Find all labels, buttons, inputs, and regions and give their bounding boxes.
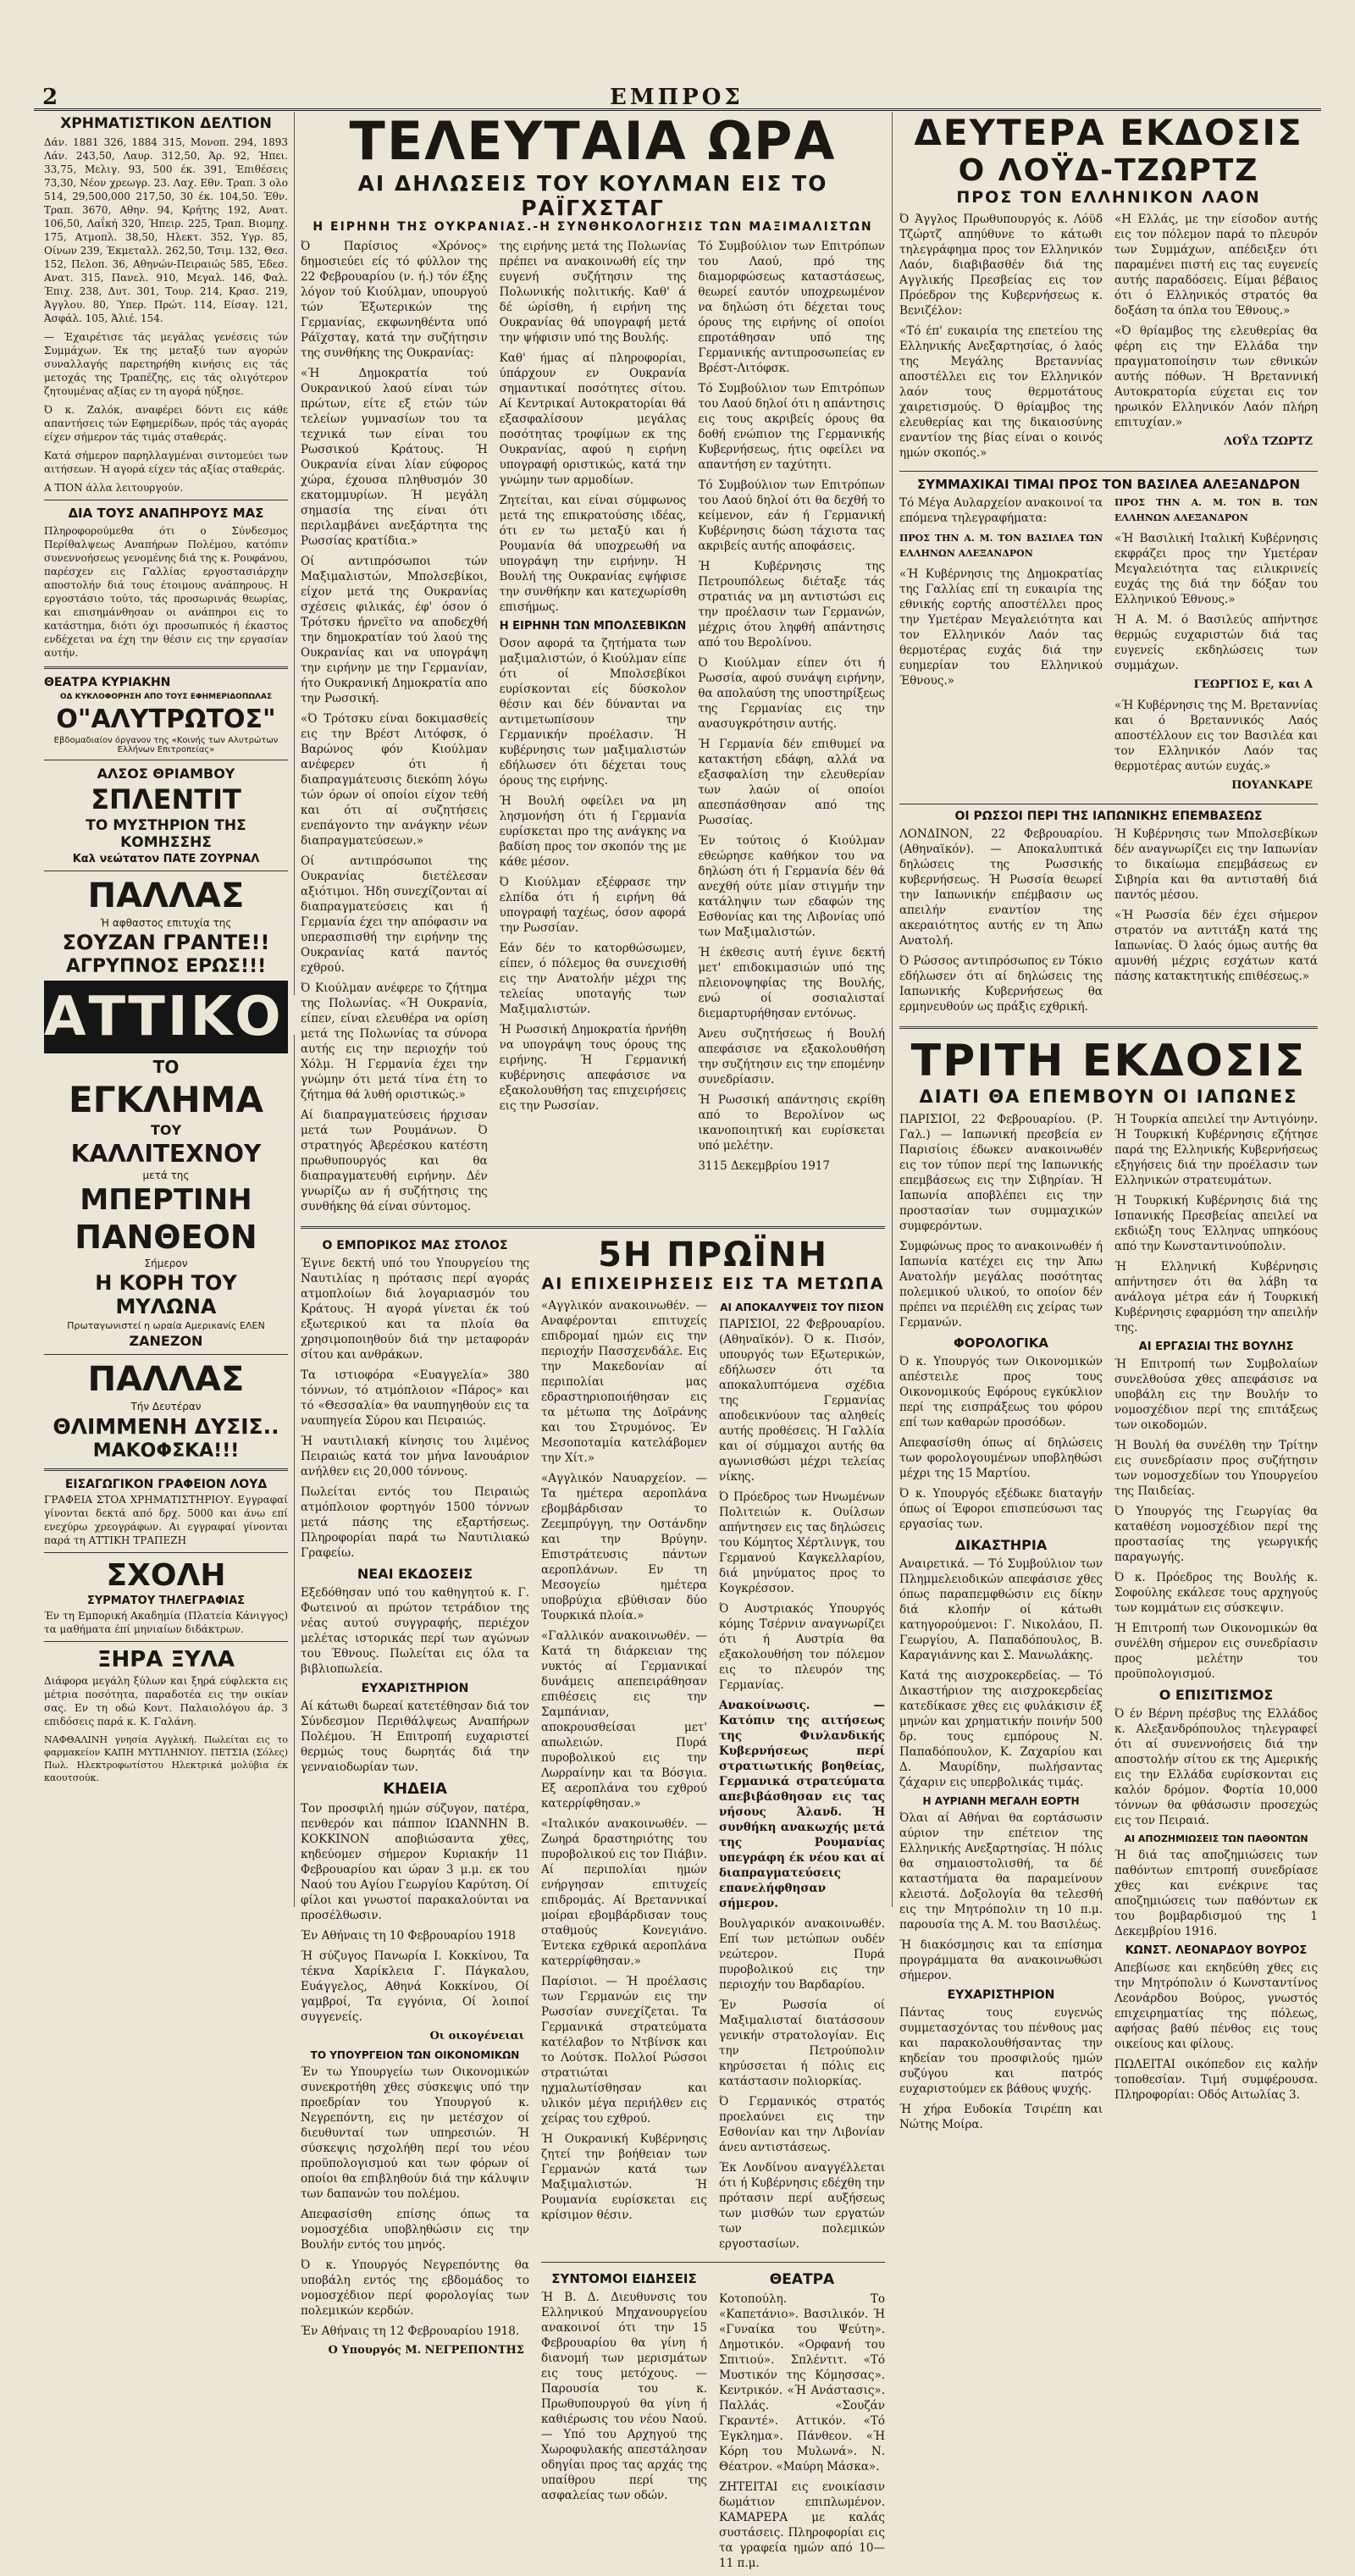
lead-paragraph: «Ό Τρότσκυ είναι δοκιμασθείς εις την Βρέστ Λιτόφσκ, ό Βαρώνος φόν Κιούλμαν ανέφερεν ότι ή διαπραγμάτευσις διεκόπη λόγω τών όρων οί οποίοι είχον τεθή και ότι αί συζητήσεις ενεπάγοντο την ανάγκην νέων διαπραγματεύσεων.»	[301, 712, 488, 848]
column-right	[899, 112, 1318, 2137]
holiday-paragraph: Ή διακόσμησις και τα επίσημα προγράμματα θα ανακοινωθώσι σήμερον.	[899, 1938, 1103, 1982]
lead-paragraph: Οί αντιπρόσωποι τών Μαξιμαλιστών, Μπολσεβίκοι, είχον μετά της Ουκρανίας σχέσεις φιλικάς, έφ' όσον ό Τρότσκυ ήρνεϊτο να αποδεχθή την δημοκρατίαν τού λαού της Ουκρανίας και να υπογράψη την ειρήνην με την Γερμανίαν, ήτο Ουκρανική Δημοκρατία απο την Ρωσσική.	[301, 555, 488, 705]
thanks-title: ΕΥΧΑΡΙΣΤΗΡΙΟΝ	[361, 1682, 469, 1695]
funeral-date: Έν Αθήναις τη 10 Φεβρουαρίου 1918	[301, 1929, 516, 1943]
finance-ministry-title: ΤΟ ΥΠΟΥΡΓΕΙΟΝ ΤΩΝ ΟΙΚΟΝΟΜΙΚΩΝ	[310, 2049, 520, 2061]
ad-splendid-title: ΣΠΛΕΝΤΙΤ	[91, 783, 241, 815]
lloyd-george-paragraph: «Ό θρίαμβος της ελευθερίας θα φέρη εις την Ελλάδα την πραγματοποίησιν των εθνικών αυτής πόθων. Ή Βρεταννική Αυτοκρατορία εύχεται εις τον ηρωικόν Ελληνικόν Λαόν πλήρη επιτυχίαν.»	[1114, 324, 1318, 429]
allied-honours-addressee: ΠΡΟΣ ΤΗΝ Α. Μ. ΤΟΝ ΒΑΣΙΛΕΑ ΤΩΝ ΕΛΛΗΝΩΝ ΑΛΕΞΑΝΔΡΟΝ	[899, 533, 1103, 559]
page-number: 2	[42, 85, 58, 110]
lead-paragraph: Ή Βουλή οφείλει να μη λησμονήση ότι ή Γερμανία ευρίσκεται προ της ανάγκης να βαδίση προς τον σκοπόν της με κάθε μέσον.	[499, 794, 687, 869]
allied-honours-paragraph: «Ή Βασιλική Ιταλική Κυβέρνησις εκφράζει προς την Υμετέραν Μεγαλειότητα τας ειλικρινείς ευχάς της διά την δόξαν του Ελληνικού Έθνους.»	[1114, 532, 1318, 606]
short-news-title: ΣΥΝΤΟΜΟΙ ΕΙΔΗΣΕΙΣ	[551, 2271, 697, 2286]
ad-pantheon-star-name: ΖΑΝΕΖΟΝ	[129, 1333, 203, 1349]
allied-honours-paragraph: Ή Α. Μ. ό Βασιλεύς απήντησε θερμώς ευχαριστών διά τας ευγενείς εκδηλώσεις των συμμάχων.	[1114, 613, 1318, 672]
front-headline: ΑΙ ΕΠΙΧΕΙΡΗΣΕΙΣ ΕΙΣ ΤΑ ΜΕΤΩΠΑ	[541, 1274, 885, 1293]
ad-attikon-line-2: ΕΓΚΛΗΜΑ	[69, 1079, 263, 1120]
front-paragraph: «Ιταλικόν ανακοινωθέν. — Ζωηρά δραστηριότης του πυροβολικού εις τον Πιάβιν. Αί περιπολίαι ημών ενήργησαν επιτυχείς επιδρομάς. Αί Βρεταννικαί μοίραι εβομβάρδισαν τους σταθμούς Κονεγιάνο. Έντεκα εχθρικά αεροπλάνα κατερρίφθησαν.»	[541, 1817, 708, 1968]
ad-splendid-film: ΤΟ ΜΥΣΤΗΡΙΟΝ ΤΗΣ ΚΟΜΗΣΣΗΣ	[86, 817, 246, 851]
merchant-fleet-paragraph: Ή ναυτιλιακή κίνησις του λιμένος Πειραιώς κατά τον μήνα Ιανουάριον ανήλθεν εις 20,000 τόννους.	[301, 1434, 529, 1479]
courts-paragraph: Αναιρετικά. — Τό Συμβούλιον των Πλημμελειοδικών απεφάσισε χθες όπως παραπεμφθώσιν εις δίκην διά κλοπήν οί κάτωθι κατηγορούμενοι: Γ. Νικολάου, Π. Γεωργίου, Α. Παπαδόπουλος, Β. Καραγιάννης και Σ. Μανωλάκης.	[899, 1557, 1103, 1662]
theatres-subtitle: ΟΔ ΚΥΚΛΟΦΟΡΗΣΗ ΑΠΟ ΤΟΥΣ ΕΦΗΜΕΡΙΔΟΠΩΛΑΣ	[59, 693, 273, 701]
taxation-paragraph: Ό κ. Υπουργός εξέδωκε διαταγήν όπως οί Έφοροι επισπεύσωσι τας εργασίας των.	[899, 1487, 1103, 1531]
allied-honours-title: ΣΥΜΜΑΧΙΚΑΙ ΤΙΜΑΙ ΠΡΟΣ ΤΟΝ ΒΑΣΙΛΕΑ ΑΛΕΞΑΝΔΡΟΝ	[917, 477, 1300, 492]
front-paragraph: Ό Γερμανικός στρατός προελαύνει εις την Εσθονίαν και την Λιβονίαν άνευ αντιστάσεως.	[719, 2095, 885, 2154]
ad-attikon-line-4: ΚΑΛΛΙΤΕΧΝΟΥ	[70, 1140, 262, 1168]
thanks-2-family: Ή χήρα Ευδοκία Τσιρέπη και Νώτης Μοίρα.	[899, 2103, 1103, 2131]
ad-attikon-title: ΑΤΤΙΚΟΝ	[44, 981, 288, 1053]
ad-pallas-2-film: ΘΛΙΜΜΕΝΗ ΔΥΣΙΣ..	[53, 1414, 279, 1439]
front-article	[541, 1298, 885, 2257]
front-paragraph: Παρίσιοι. — Ή προέλασις των Γερμανών εις την Ρωσσίαν συνεχίζεται. Τα Γερμανικά στρατεύματα κατέλαβον το Ντβίνσκ και το Λούτσκ. Πολλοί Ρώσσοι στρατιώται ηχμαλωτίσθησαν και υλικόν μέγα περιήλθεν εις χείρας του εχθρού.	[541, 1975, 707, 2125]
lead-paragraph: της ειρήνης μετά της Πολωνίας πρέπει να ανακοινωθή είς την ευγενή συζήτησιν της Πολωνικής πολιτικής. Καθ' ά δέ ώρίσθη, ή ειρήνη της Ουκρανίας θά υπογραφή μετά την ψήφισιν υπό της Βουλής.	[499, 240, 687, 345]
finance-ministry-paragraph: Έν τω Υπουργείω των Οικονομικών συνεκροτήθη χθες σύσκεψις υπό την προεδρίαν του Υπουργού κ. Νεγρεπόντη, εις ην μετέσχον οί διευθυνταί των υπηρεσιών. Ή σύσκεψις ησχολήθη περί του νέου προϋπολογισμού και των φόρων οί οποίοι θα επιβληθούν διά την κάλυψιν των δαπανών του πολέμου.	[301, 2065, 529, 2201]
merchant-fleet-paragraph: Τα ιστιοφόρα «Ευαγγελία» 380 τόννων, τό ατμόπλοιον «Πάρος» και τό «Θεσσαλία» θα ναυπηγηθούν εις τα ναυπηγεία Σύρου και Πειραιώς.	[301, 1368, 529, 1428]
stock-bulletin-footer: Α ΤΙΟΝ άλλα λειτουργούν.	[44, 482, 184, 494]
lead-paragraph: Ό Κιούλμαν ανέφερε το ζήτημα της Πολωνίας. «Ή Ουκρανία, είπεν, είναι ελευθέρα να ορίση μετά της Πολωνίας τα σύνορα αυτής εις την περιοχήν τού Χόλμ. Ή Γερμανία έχει την γνώμην ότι μετά τίνα έτη το ζήτημα θά λυθή οριστικώς.»	[301, 981, 488, 1102]
japanese-intervention-title: ΔΙΑΤΙ ΘΑ ΕΠΕΜΒΟΥΝ ΟΙ ΙΑΠΩΝΕΣ	[919, 1086, 1298, 1107]
russians-japan-paragraph: ΛΟΝΔΙΝΟΝ, 22 Φεβρουαρίου. (Αθηναϊκόν). — Αποκαλυπτικά δηλώσεις της Ρωσσικής κυβερνήσεως. Ή Ρωσσία θεωρεί την Ιαπωνικήν επέμβασιν ως απειλήν εναντίον της ακεραιότητος αυτής εν τη Άπω Ανατολή.	[899, 827, 1103, 948]
finance-ministry-signature: Ο Υπουργός Μ. ΝΕΓΡΕΠΟΝΤΗΣ	[328, 2344, 524, 2357]
food-supply-body: Ό έν Βέρνη πρέσβυς της Ελλάδος κ. Αλεξανδρόπουλος τηλεγραφεί ότι αί συνεννοήσεις διά την αποστολήν σίτου εκ της Αμερικής εις την Ελλάδα ευρίσκονται εις καλόν δρόμον. Φορτία 10,000 τόννων θα φθάσωσιν προσεχώς εις τον Πειραιά.	[1114, 1707, 1318, 1827]
ad-alytrotos-sub: Εβδομαδιαίον όργανον της «Κοινής των Αλυτρώτων Ελλήνων Επιτροπείας»	[53, 736, 279, 755]
classified-ad: ΖΗΤΕΙΤΑΙ εις ενοικίασιν δωμάτιον επιπλωμένον. ΚΑΜΑΡΕΡΑ με καλάς συστάσεις. Πληροφορίαι εις τα γραφεία ημών από 10—11 π.μ.	[719, 2480, 885, 2570]
ad-pallas-title: ΠΑΛΛΑΣ	[87, 876, 245, 915]
column-centre	[301, 112, 885, 2576]
front-paragraph: «Αγγλικόν Ναυαρχείον. — Τα ημέτερα αεροπλάνα εβομβάρδισαν το Ζεεμπρύγγη, την Οστάνδην και την Βρύγην. Επιστράτευσις πάντων αεροπλάνων. Εν τη Μεσογείω ημέτερα υποβρύχια εβύθισαν δύο Τουρκικά πλοία.»	[541, 1472, 707, 1622]
lead-paragraph: Καθ' ήμας αί πληροφορίαι, ύπάρχουν εν Ουκρανία σημαντικαί ποσότητες σίτου. Αί Κεντρικαί Αυτοκρατορίαι θά εξασφαλίσουν μεγάλας ποσότητας τροφίμων εκ της Ουκρανίας, αφού η ειρήνη υπογραφή οριστικώς, κατά την γνώμην των αρμοδίων.	[499, 351, 687, 487]
ad-firewood-title: ΞΗΡΑ ΞΥΛΑ	[97, 1647, 235, 1672]
parliament-paragraph: Ή Βουλή θα συνέλθη την Τρίτην εις συνεδρίασιν προς συζήτησιν των νομοσχεδίων του Υπουργείου της Παιδείας.	[1114, 1439, 1318, 1498]
taxation-title: ΦΟΡΟΛΟΓΙΚΑ	[954, 1335, 1048, 1351]
parliament-title: ΑΙ ΕΡΓΑΣΙΑΙ ΤΗΣ ΒΟΥΛΗΣ	[1138, 1341, 1294, 1353]
ad-firewood-body: Διάφορα μεγάλη ξύλων και ξηρά εύφλεκτα εις μέτρια ποσότητα, παραδοτέα εις την οικίαν σας. Εν τη οδώ Κοντ. Παλαιολόγου άρ. 3 επιδόσεις παρά κ. Κ. Γαλάνη.	[44, 1675, 288, 1727]
front-bottom	[541, 2268, 885, 2576]
thanks-2-title: ΕΥΧΑΡΙΣΤΗΡΙΟΝ	[947, 1988, 1055, 2002]
parliament-paragraph: Ό Υπουργός της Γεωργίας θα καταθέση νομοσχέδιον περί της προστασίας της γεωργικής παραγωγής.	[1114, 1505, 1318, 1564]
ad-pallas-2-film-2: ΜΑΚΟΦΣΚΑ!!!	[92, 1440, 240, 1462]
parliament-paragraph: Ή Επιτροπή των Οικονομικών θα συνέλθη σήμερον εις συνεδρίασιν προς μελέτην του προϋπολογισμού.	[1114, 1622, 1318, 1681]
thanks-body: Αί κάτωθι δωρεαί κατετέθησαν διά τον Σύνδεσμον Περιθάλψεως Αναπήρων Πολέμου. Ή Επιτροπή ευχαριστεί θερμώς τους δωρητάς διά την γενναιοδωρίαν των.	[301, 1700, 529, 1774]
lloyd-george-subtitle: ΠΡΟΣ ΤΟΝ ΕΛΛΗΝΙΚΟΝ ΛΑΟΝ	[956, 188, 1261, 207]
allied-honours-paragraph: «Ή Κυβέρνησις της Μ. Βρεταννίας και ό Βρεταννικός Λαός αποστέλλουν εις τον Βασιλέα και τον Ελληνικόν Λαόν τας θερμοτέρας αυτών ευχάς.»	[1114, 699, 1318, 773]
front-paragraph: Ό Πρόεδρος των Ηνωμένων Πολιτειών κ. Ουίλσων απήντησεν εις τας δηλώσεις του Κόμητος Χέρτλινγκ, του Γερμανού Καγκελλαρίου, διά μηνύματος προς το Κογκρέσσον.	[719, 1490, 885, 1595]
finance-ministry-paragraph: Απεφασίσθη επίσης όπως τα νομοσχέδια υποβληθώσιν εις την Βουλήν εντός του μηνός.	[301, 2208, 529, 2252]
thanks-2-body: Πάντας τους ευγενώς συμμετασχόντας του πένθους μας και παρακολουθήσαντας την κηδείαν του προσφιλούς ημών συζύγου και πατρός ευχαριστούμεν εκ βάθους ψυχής.	[899, 2006, 1103, 2096]
japanese-intervention-paragraph: Ή Ελληνική Κυβέρνησις απήντησεν ότι θα λάβη τα ανάλογα μέτρα εάν ή Τουρκική Κυβέρνησις εφαρμόση την απειλήν της.	[1114, 1260, 1318, 1335]
allied-honours-paragraph: «Ή Κυβέρνησις της Δημοκρατίας της Γαλλίας επί τη ευκαιρία της εθνικής εορτής αποστέλλει προς την Υμετέραν Μεγαλειότητα και τον Ελληνικόν Λαόν τας θερμοτέρας ευχάς διά την ευημερίαν του Ελληνικού Έθνους.»	[899, 567, 1103, 688]
merchant-fleet-title: Ο ΕΜΠΟΡΙΚΟΣ ΜΑΣ ΣΤΟΛΟΣ	[322, 1239, 508, 1252]
lloyd-george-signature: ΛΟΫΔ ΤΖΩΡΤΖ	[1224, 435, 1313, 448]
lead-subheading: Η ΕΙΡΗΝΗ ΤΩΝ ΜΠΟΛΣΕΒΙΚΩΝ	[499, 620, 687, 633]
masthead: ΕΜΠΡΟΣ	[610, 85, 744, 110]
short-news-body: Ή Β. Δ. Διευθυνσις του Ελληνικού Μηχανουργείου ανακοινοί ότι την 15 Φεβρουαρίου θα γίνη ή διανομή των μερισμάτων εις τους μετόχους. — Παρουσία του κ. Πρωθυπουργού θα γίνη ή καθιέρωσις του νέου Ναού. — Υπό του Αρχηγού της Χωροφυλακής απεστάλησαν οδηγίαι προς τας αρχάς της υπαίθρου περί της ασφαλείας των οδών.	[541, 2291, 707, 2502]
front-paragraph: Βουλγαρικόν ανακοινωθέν. Επί των μετώπων ουδέν νεώτερον. Πυρά πυροβολικού εις την περιοχήν του Βαρδαρίου.	[719, 1917, 885, 1992]
ad-pallas-2-sub: Τήν Δευτέραν	[130, 1401, 202, 1412]
new-publications-title: ΝΕΑΙ ΕΚΔΟΣΕΙΣ	[357, 1566, 473, 1582]
column-rule	[892, 112, 893, 1907]
theatres-listing-title: ΘΕΑΤΡΑ	[769, 2271, 835, 2288]
lloyd-george-paragraph: Ό Άγγλος Πρωθυπουργός κ. Λόϋδ Τζώρτζ απηύθυνε το κάτωθι τηλεγράφημα προς τον Ελληνικόν Λαόν, διαβιβασθέν διά της Αγγλικής Πρεσβείας εις τον Πρόεδρον της Κυβερνήσεως κ. Βενιζέλον:	[899, 213, 1103, 318]
japanese-intervention-article	[899, 1112, 1318, 2137]
lead-paragraph: Ό Κιούλμαν εξέφρασε την ελπίδα ότι ή ειρήνη θά υπογραφή ταχέως, όσον αφορά την Ρωσσίαν.	[499, 876, 687, 935]
russians-japan-paragraph: Ό Ρώσσος αντιπρόσωπος εν Τόκιο εδήλωσεν ότι αί δηλώσεις της Ιαπωνικής Κυβερνήσεως θα ερμηνευθούν ως πράξις εχθρική.	[899, 954, 1103, 1014]
lead-paragraph: Ή Γερμανία δέν επιθυμεί να κατακτήση εδάφη, αλλά να εξασφαλίση την ελευθερίαν των λαών οί οποίοι απεσπάσθησαν από της Ρωσσίας.	[698, 738, 886, 827]
third-edition-kicker: ΤΡΙΤΗ ΕΚΔΟΣΙΣ	[910, 1036, 1307, 1086]
russians-japan-article	[899, 826, 1318, 1020]
ad-lloyd-office-body: ΓΡΑΦΕΙΑ ΣΤΟΑ ΧΡΗΜΑΤΙΣΤΗΡΙΟΥ. Εγγραφαί γίνονται δεκτά από δρχ. 5000 και άνω επί ενεχύρω χρεογράφων. Αι εγγραφαί γίνονται παρά τη ΑΤΤΙΚΗ ΤΡΑΠΕΖΗ	[44, 1494, 288, 1546]
holiday-paragraph: Όλαι αί Αθήναι θα εορτάσωσιν αύριον την επέτειον της Ελληνικής Ανεξαρτησίας. Ή πόλις θα σημαιοστολισθή, τα δέ καταστήματα θα παραμείνουν κλειστά. Δοξολογία θα τελεσθή εις την Μητρόπολιν τη 10 π.μ. παρουσία της Α. Μ. του Βασιλέως.	[899, 1811, 1103, 1932]
disabled-veterans-title: ΔΙΑ ΤΟΥΣ ΑΝΑΠΗΡΟΥΣ ΜΑΣ	[68, 506, 264, 521]
ad-pantheon-title: ΠΑΝΘΕΟΝ	[75, 1219, 257, 1256]
front-paragraph: Ανακοίνωσις. — Κατόπιν της αιτήσεως της Φινλανδικής Κυβερνήσεως περί στρατιωτικής βοηθείας, Γερμανικά στρατεύματα απεβιβάσθησαν εις τας νήσους Άλανδ. Ή συνθήκη ανακωχής μετά της Ρουμανίας υπεγράφη έκ νέου και αί διαπραγματεύσεις επανελήφθησαν σήμερον.	[719, 1699, 885, 1910]
parliament-paragraph: Ό κ. Πρόεδρος της Βουλής κ. Σοφούλης εκάλεσε τους αρχηγούς των κομμάτων εις σύσκεψιν.	[1114, 1571, 1318, 1615]
theatres-listing-body: Κοτοπούλη. Το «Καπετάνιο». Βασιλικόν. Ή «Γυναίκα του Ψεύτη». Δημοτικόν. «Ορφανή του Σπιτιού». Σπλέντιτ. «Τό Μυστικόν της Κόμησσας». Κεντρικόν. «Ή Ανάστασις». Παλλάς. «Σουζάν Γκραντέ». Αττικόν. «Τό Έγκλημα». Πάνθεον. «Ή Κόρη του Μυλωνά». Ν. Θέατρον. «Μαύρη Μάσκα».	[719, 2292, 885, 2474]
lower-centre	[301, 1235, 885, 2576]
funeral-signature: Οι οικογένειαι	[429, 2030, 524, 2043]
lead-paragraph: Ή Ρωσσική Δημοκρατία ήρνήθη να υπογράψη τους όρους της ειρήνης. Ή Γερμανική κυβέρνησις απεφάσισε να εξακολουθήση τας επιχειρήσεις εις την Ρωσσίαν.	[499, 1023, 687, 1113]
ad-attikon-line-5: μετά της	[142, 1169, 190, 1181]
japanese-intervention-paragraph: Ή Τουρκική Κυβέρνησις διά της Ισπανικής Πρεσβείας απειλεί να εκδιώξη τους Έλληνας υπηκόους από την Κωνσταντινούπολιν.	[1114, 1194, 1318, 1253]
ad-pantheon-sub: Σήμερον	[144, 1258, 188, 1269]
compensation-body: Ή διά τας αποζημιώσεις των παθόντων επιτροπή συνεδρίασε χθες και ενέκρινε τας αποζημιώσεις των παθόντων εκ του βομβαρδισμού της 1 Δεκεμβρίου 1916.	[1114, 1849, 1318, 1938]
lead-paragraph: Έν τούτοις ό Κιούλμαν εθεώρησε καθήκον του να δηλώση ότι ή Γερμανία δέν θά ανεχθή ούτε μίαν στιγμήν την κατάληψιν των εδαφών της Εσθονίας και της Λιβονίας υπό των Μαξιμαλιστών.	[698, 834, 886, 939]
lead-paragraph: «Ή Δημοκρατία τού Ουκρανικού λαού είναι τών πρώτων, είτε εξ ετών τών τελείων γυμνασίων του τα τεχνικά των είναι του Ρωσσικού Κράτους. Ή Ουκρανία είναι λίαν εύφορος χώρα, έχουσα πληθυσμόν 30 εκατομμυρίων. Ή μεγάλη σημασία της είναι ότι περιλαμβάνει ανεξάρτητα της Ρωσσίας κρατίδια.»	[301, 367, 488, 548]
japanese-intervention-paragraph: ΠΑΡΙΣΙΟΙ, 22 Φεβρουαρίου. (Ρ. Γαλ.) — Ιαπωνική πρεσβεία εν Παρισίοις έδωκεν ανακοινωθέν εις τον τύπον περί της Ιαπωνικής επεμβάσεως εις την Σιβηρίαν. Ή Ιαπωνία αποβλέπει εις την προστασίαν των συμμαχικών συμφερόντων.	[899, 1113, 1103, 1233]
lead-paragraph: Ζητείται, και είναι σύμφωνος μετά της επικρατούσης ιδέας, ότι εν τω μεταξύ και ή Ρουμανία θά υποχρεωθή να υπογράψη την ειρήνην. Ή Βουλή της Ουκρανίας εψήφισε την συνθήκην και κατεχωρίσθη επισήμως.	[499, 494, 687, 614]
lead-paragraph: Ή έκθεσις αυτή έγινε δεκτή μετ' επιδοκιμασιών υπό της πλειονοψηφίας της Βουλής, ενώ οί σοσιαλισταί διεμαρτυρήθησαν εντόνως.	[698, 946, 886, 1020]
allied-honours-paragraph: Τό Μέγα Αυλαρχείον ανακοινοί τα επόμενα τηλεγραφήματα:	[899, 496, 1103, 525]
russians-japan-paragraph: «Ή Ρωσσία δέν έχει σήμερον στρατόν να αντιτάξη κατά της Ιαπωνίας. Ό λαός όμως αυτής θα αμυνθή μέχρις εσχάτων κατά πάσης κατακτητικής επιθέσεως.»	[1114, 909, 1318, 983]
front-paragraph: «Γαλλικόν ανακοινωθέν. — Κατά τη διάρκειαν της νυκτός αί Γερμανικαί δυνάμεις απεπειράθησαν επιθέσεις εις την Σαμπάνιαν, αποκρουσθείσαι μετ' απωλειών. Πυρά πυροβολικού εις την Λωρραίνην και τα Βόσγια. Εξ αεροπλάνα του εχθρού κατερρίφθησαν.»	[541, 1629, 707, 1810]
ad-lloyd-office-title: ΕΙΣΑΓΩΓΙΚΟΝ ΓΡΑΦΕΙΟΝ ΛΟΥΔ	[64, 1478, 268, 1491]
disabled-veterans-body: Πληροφορούμεθα ότι ο Σύνδεσμος Περίθαλψεως Αναπήρων Πολέμου, κατόπιν συνεννοήσεως γενομένης διά της κ. Ρουφάνου, παρέσχεν εις Γαλλίας εργοστασιάρχην αποστολήν διά τους έτοιμους ανάπηρους. Η εργοστάσιο τούτο, τάς προσωρινάς θεωρίας, και επισημάνθησαν οι ανάπηροι εις το κατάστημα, διότι όχι προσωπικός ή έκαστος ενδέχεται να έχη την θέσιν εις την εργασίαν αυτήν.	[44, 525, 288, 659]
classified-ad-2: ΠΩΛΕΙΤΑΙ οικόπεδον εις καλήν τοποθεσίαν. Τιμή συμφέρουσα. Πληροφορίαι: Οδός Αιτωλίας 3.	[1114, 2058, 1318, 2102]
ad-naphthalene-body: ΝΑΦΘΑΛΙΝΗ γνησία Αγγλική. Πωλείται εις το φαρμακείον ΚΑΠΗ ΜΥΤΙΛΗΝΙΟΥ. ΠΕΤΣΙΑ (Σόλες) Πωλ. Ηλεκτροφωτίστου Ηλεκτρικά μολύβια έκ καουτσούκ.	[44, 1734, 288, 1783]
ad-splendid-venue: ΑΛΣΟΣ ΘΡΙΑΜΒΟΥ	[97, 766, 235, 782]
parliament-paragraph: Ή Επιτροπή των Συμβολαίων συνελθούσα χθες απεφάσισε να υποβάλη εις την Βουλήν το νομοσχέδιον περί της επιτάξεως των οικοδομών.	[1114, 1357, 1318, 1432]
front-paragraph: ΠΑΡΙΣΙΟΙ, 22 Φεβρουαρίου. (Αθηναϊκόν). Ό κ. Πισόν, υπουργός των Εξωτερικών, εδήλωσεν ότι τα αποκαλυπτόμενα σχέδια της Γερμανίας αποδεικνύουν τας αληθείς αυτής προθέσεις. Ή Γαλλία και οί σύμμαχοι αυτής θα αγωνισθώσι μέχρι τελείας νίκης.	[719, 1318, 885, 1484]
lead-paragraph: Ό Παρίσιος «Χρόνος» δημοσιεύει είς τό φύλλον της 22 Φεβρουαρίου (ν. ή.) τόν έξης λόγον τού Κιούλμαν, υπουργού τών Έξωτερικών της Γερμανίας, εκφωνηθέντα υπό Ράϊχσταγ, κατά την συζήτησιν της συνθήκης της Ουκρανίας:	[301, 240, 488, 360]
lead-paragraph: Τό Συμβούλιον των Επιτρόπων του Λαού δηλοί ότι θα δεχθή το κείμενον, εάν ή Γερμανική Κυβέρνησις δώση τάχιστα τας ακριβείς αυτής αποφάσεις.	[698, 478, 886, 553]
front-paragraph: Ή Ουκρανική Κυβέρνησις ζητεί την βοήθειαν των Γερμανών κατά των Μαξιμαλιστών. Ή Ρουμανία ευρίσκεται εις κρίσιμον θέσιν.	[541, 2132, 707, 2222]
ad-pallas-film: ΣΟΥΖΑΝ ΓΡΑΝΤΕ!!	[62, 931, 270, 954]
holiday-title: Η ΑΥΡΙΑΝΗ ΜΕΓΑΛΗ ΕΟΡΤΗ	[922, 1795, 1080, 1807]
lead-paragraph: Τό Συμβούλιον των Επιτρόπων του Λαού δηλοί ότι η απάντησις εις τους ακριβείς όρους θα δοθή ενώπιον της Γερμανικής Κυβερνήσεως, ήτις οφείλει να απαντήση εν ταχύτητι.	[698, 382, 886, 472]
funeral-family: Ή σύζυγος Πανωρία Ι. Κοκκίνου, Τα τέκνα Χαρίκλεια Γ. Πάγκαλου, Ευάγγελος, Αθηνά Κοκκίνου, Οί γαμβροί, Τα εγγόνια, Οί λοιποί συγγενείς.	[301, 1949, 529, 2024]
japanese-intervention-paragraph: Ή Τουρκία απειλεί την Αντιγόνην. Ή Τουρκική Κυβέρνησις εζήτησε παρά της Ελληνικής Κυβερνήσεως εξηγήσεις διά την προέλασιν των Ελληνικών στρατευμάτων.	[1114, 1113, 1318, 1187]
lead-headline: ΑΙ ΔΗΛΩΣΕΙΣ ΤΟΥ ΚΟΥΛΜΑΝ ΕΙΣ ΤΟ ΡΑΪΓΧΣΤΑΓ	[357, 171, 828, 220]
lead-paragraph: Ό Κιούλμαν είπεν ότι ή Ρωσσία, αφού συνάψη ειρήνην, θα απολαύση της υποστηρίξεως της Γερμανίας εις την ανασυγκρότησιν αυτής.	[698, 656, 886, 731]
ad-pallas-sub: Ή αφθαστος επιτυχία της	[100, 917, 232, 929]
front-paragraph: Έκ Λονδίνου αναγγέλλεται ότι ή Κυβέρνησις εδέχθη την πρότασιν περί αυξήσεως των μισθών των εργατών των πολεμικών εργοστασίων.	[719, 2161, 885, 2251]
theatres-title: ΘΕΑΤΡΑ ΚΥΡΙΑΚΗΝ	[44, 676, 171, 689]
obituary-body: Απεβίωσε και εκηδεύθη χθες εις την Μητρόπολιν ό Κωνσταντίνος Λεονάρδου Βούρος, γνωστός επιχειρηματίας της πόλεως, αφήσας βαθύ πένθος εις τους οικείους και φίλους.	[1114, 1961, 1318, 2051]
poincare-signature: ΠΟΥΑΝΚΑΡΕ	[1231, 779, 1313, 792]
lead-paragraph: Τό Συμβούλιον των Επιτρόπων του Λαού, πρό της διαμορφώσεως καταστάσεως, θεωρεί εαυτόν υποχρεωμένον να δηλώση ότι δέχεται τους όρους της ειρήνης οί οποίοι επροτάθησαν υπό της Γερμανικής αντιπροσωπείας εν Βρέστ-Λιτόφσκ.	[698, 240, 886, 375]
compensation-title: ΑΙ ΑΠΟΖΗΜΙΩΣΕΙΣ ΤΩΝ ΠΑΘΟΝΤΩΝ	[1124, 1833, 1308, 1844]
second-edition-kicker: ΔΕΥΤΕΡΑ ΕΚΔΟΣΙΣ	[914, 112, 1303, 153]
front-paragraph: «Αγγλικόν ανακοινωθέν. — Αναφέρονται επιτυχείς επιδρομαί ημών εις την περιοχήν Πασσχενδάλε. Εις την Μακεδονίαν αί περιπολίαι μας εδραστηριοποιήθησαν εις τα μέτωπα της Δοϊράνης και του Στρυμόνος. Έν Μεσοποταμία κατελάβομεν την Χίτ.»	[541, 1299, 707, 1465]
lead-date: 3115 Δεκεμβρίου 1917	[698, 1159, 830, 1173]
ad-splendid-extra: Καλ νεώτατον ΠΑΤΕ ΖΟΥΡΝΑΛ	[72, 853, 260, 865]
front-paragraph: Έν Ρωσσία οί Μαξιμαλισταί διατάσσουν γενικήν στρατολογίαν. Εις την Πετρούπολιν κηρύσσεται ή πόλις εις κατάστασιν πολιορκίας.	[719, 1998, 885, 2088]
stock-bulletin-body-3: Ό κ. Ζαλόκ, αναφέρει δόντι εις κάθε απαντήσεις τών Εφημερίδων, πρός τάς αγοράς είχεν σήμερον τάς τιμάς σταθεράς.	[44, 404, 288, 443]
allied-honours-signature: ΓΕΩΡΓΙΟΣ Ε, και Α	[1193, 678, 1313, 691]
lead-subtitle: Η ΕΙΡΗΝΗ ΤΗΣ ΟΥΚΡΑΝΙΑΣ.-Η ΣΥΝΘΗΚΟΛΟΓΗΣΙΣ ΤΩΝ ΜΑΞΙΜΑΛΙΣΤΩΝ	[312, 220, 873, 234]
lloyd-george-title: Ο ΛΟΫΔ-ΤΖΩΡΤΖ	[958, 153, 1259, 188]
pichon-subheading: ΑΙ ΑΠΟΚΑΛΥΨΕΙΣ ΤΟΥ ΠΙΣΟΝ	[720, 1302, 884, 1313]
funeral-body: Τον προσφιλή ημών σύζυγον, πατέρα, πενθερόν και πάππον ΙΩΑΝΝΗΝ Β. ΚΟΚΚΙΝΟΝ αποβιώσαντα χθες, κηδεύομεν σήμερον Κυριακήν 11 Φεβρουαρίου και ώραν 3 μ.μ. εκ του Ναού του Αγίου Γεωργίου Καρύτση. Οί φίλοι και γνωστοί παρακαλούνται να προσέλθωσιν.	[301, 1802, 529, 1922]
ad-pallas-film-2: ΑΓΡΥΠΝΟΣ ΕΡΩΣ!!!	[65, 956, 267, 977]
lloyd-george-paragraph: «Η Ελλάς, με την είσοδον αυτής εις τον πόλεμον παρά το πλευρόν των Συμμάχων, απέδειξεν ότι παραμένει πιστή εις τας ευγενείς αυτής παραδόσεις. Είμαι βέβαιος ότι ό Ελληνικός στρατός θα δοξάση τα όπλα του Έθνους.»	[1114, 213, 1318, 318]
stock-bulletin-body-2: — Έχαιρέτισε τάς μεγάλας γενέσεις τών Συμμάχων. Έκ της μεταξύ των αγορών συναλλαγής παρετηρήθη κινήσις εις τάς μετοχάς της Τραπέζης, εις τάς ολιγότερον ζητουμένας αξίας εν τη αγορά ηύξησε.	[44, 331, 288, 397]
stock-bulletin-title: ΧΡΗΜΑΤΙΣΤΙΚΟΝ ΔΕΛΤΙΟΝ	[60, 115, 272, 132]
stock-bulletin-body: Δάν. 1881 326, 1884 315, Μονοπ. 294, 1893 Λάν. 243,50, Λαυρ. 312,50, Άρ. 92, Ήπει. 33,75, Μελιγ. 93, 500 έκ. 391, Έπιθέσεις 73,30, Νέον χρεωγρ. 23. Λαχ. Εθν. Τραπ. 3 ολο 514, 29,500,000 217,50, 30 έκ. 104,50. Έθν. Τραπ. 3670, Αθην. 94, Κρήτης 192, Ανατ. 106,50, Λαΐκή 320, Ήπειρ. 225, Τραπ. Βιομηχ. 175, Ατμοπλ. 38,50, Ηλεκτ. 352, Υγρ. 85, Οίνων 239, Έκμεταλλ. 262,50, Τσιμ. 132, Θεσ. 152, Πελοπ. 36, Αθηνών-Πειραιώς 585, Έδεσ. Ανατ. 315, Πανελ. 910, Μεγαλ. 146, Φαλ. Έπιχ. 238, Δυτ. 301, Τουρ. 214, Κρασ. 219, Άγγλου. 80, Ύπερ. Πρώτ. 114, Είσαγ. 121, Άσφάλ. 105, Άλιέ. 154.	[44, 136, 288, 324]
russians-japan-title: ΟΙ ΡΩΣΣΟΙ ΠΕΡΙ ΤΗΣ ΙΑΠΩΝΙΚΗΣ ΕΠΕΜΒΑΣΕΩΣ	[954, 810, 1263, 823]
lead-paragraph: Αί διαπραγματεύσεις ήρχισαν μετά των Ρουμάνων. Ό στρατηγός Άβερέσκου κατέστη πρωθυπουργός και θα διαπραγματευθή ειρήνην. Δέν γνωρίζω αν ή συζήτησις της συνθήκης θά είναι σύντομος.	[301, 1108, 488, 1213]
lead-paragraph: Οί αντιπρόσωποι της Ουκρανίας διετέλεσαν αξιότιμοι. Ήδη συνεχίζονται αί διαπραγματεύσεις και ή Γερμανία έχει την απόφασιν να υπερασπισθή την ειρήνην της Ουκρανίας κατά παντός εχθρού.	[301, 854, 488, 975]
lloyd-george-paragraph: «Τό έπ' ευκαιρία της επετείου της Ελληνικής Ανεξαρτησίας, ό λαός της Μεγάλης Βρεταννίας αποστέλλει εις τον Ελληνικόν λαόν τους θερμοτάτους χαιρετισμούς. Ό θρίαμβος της ελευθερίας και της δικαιοσύνης εναντίον της βίας είναι ο κοινός ημών σκοπός.»	[899, 324, 1103, 460]
obituary-title: ΚΩΝΣΤ. ΛΕΟΝΑΡΔΟΥ ΒΟΥΡΟΣ	[1125, 1944, 1308, 1957]
ad-school-sub: ΣΥΡΜΑΤΟΥ ΤΗΛΕΓΡΑΦΙΑΣ	[86, 1595, 246, 1607]
lead-paragraph: Όσον αφορά τα ζητήματα των μαξιμαλιστών, ό Κιούλμαν είπε ότι οί Μπολσεβίκοι ευρίσκονται είς δύσκολον θέσιν και δέν δύνανται να αντιμετωπίσουν την Γερμανικήν προέλασιν. Ή κυβέρνησις των μαξιμαλιστών εδήλωσεν ότι δέχεται τους όρους της ειρήνης.	[499, 637, 687, 788]
ad-alytrotos-title: Ο"ΑΛΥΤΡΩΤΟΣ"	[56, 705, 276, 734]
lead-article	[301, 239, 885, 1219]
ad-attikon-line-6: ΜΠΕΡΤΙΝΗ	[80, 1183, 252, 1217]
finance-ministry-date: Έν Αθήναις τη 12 Φεβρουαρίου 1918.	[301, 2324, 520, 2338]
funeral-title: ΚΗΔΕΙΑ	[383, 1780, 447, 1798]
russians-japan-paragraph: Ή Κυβέρνησις των Μπολσεβίκων δέν αναγνωρίζει εις την Ιαπωνίαν το δικαίωμα επεμβάσεως εν Σιβηρία και θα αντισταθή διά παντός μέσου.	[1114, 827, 1318, 902]
ad-pantheon-star: Πρωταγωνιστεί η ωραία Αμερικανίς ΕΛΕΝ	[67, 1320, 265, 1331]
food-supply-title: Ο ΕΠΙΣΙΤΙΣΜΟΣ	[1159, 1687, 1274, 1703]
lead-paragraph: Εάν δέν το κατορθώσωμεν, είπεν, ό πόλεμος θα συνεχισθή εις την Ανατολήν μέχρι της τελείας υποταγής των Μαξιμαλιστών.	[499, 942, 687, 1016]
ad-pantheon-film: Η ΚΟΡΗ ΤΟΥ ΜΥΛΩΝΑ	[95, 1271, 237, 1318]
ad-school-body: Έν τη Εμπορική Ακαδημία (Πλατεία Κάνιγγος) τα μαθήματα έπί μηνιαίων διδάκτρων.	[44, 1610, 288, 1635]
ad-school-title: ΣΧΟΛΗ	[106, 1558, 226, 1593]
lloyd-george-article	[899, 212, 1318, 466]
taxation-paragraph: Ό κ. Υπουργός των Οικονομικών απέστειλε προς τους Οικονομικούς Εφόρους εγκύκλιον περί της εισπράξεως του φόρου επί των καθαρών προσόδων.	[899, 1355, 1103, 1429]
japanese-intervention-paragraph: Συμφώνως προς το ανακοινωθέν ή Ιαπωνία κατέχει εις την Άπω Ανατολήν μεγάλας ποσότητας πολεμικού υλικού, το οποίον δέν πρέπει να περιέλθη εις χείρας των Γερμανών.	[899, 1240, 1103, 1329]
lead-paragraph: Ή Ρωσσική απάντησις εκρίθη από το Βερολίνον ως ικανοποιητική και ευρίσκεται υπό μελέτην.	[698, 1093, 886, 1153]
front-paragraph: Ό Αυστριακός Υπουργός κόμης Τσέρνιν αναγνωρίζει ότι ή Αυστρία θα εξακολουθήση τον πόλεμον εις το πλευρόν της Γερμανίας.	[719, 1602, 885, 1692]
lead-paragraph: Άνευ συζητήσεως ή Βουλή απεφάσισε να εξακολουθήση την συζήτησιν εις την επομένην συνεδρίασιν.	[698, 1027, 886, 1086]
finance-ministry-paragraph: Ό κ. Υπουργός Νεγρεπόντης θα υποβάλη εντός της εβδομάδος το νομοσχέδιον περί φορολογίας των πολεμικών κερδών.	[301, 2258, 529, 2318]
new-publications-body: Εξεδόθησαν υπό του καθηγητού κ. Γ. Φωτεινού αι πρώτον τετράδιον της νέας αυτού συγγραφής, περιέχον μελέτας ιστορικάς περί των αγώνων του Έθνους. Πωλείται εις όλα τα βιβλιοπωλεία.	[301, 1586, 529, 1676]
taxation-paragraph: Απεφασίσθη όπως αί δηλώσεις των φορολογουμένων υποβληθώσι μέχρι της 15 Μαρτίου.	[899, 1436, 1103, 1480]
ad-pallas-2-title: ΠΑΛΛΑΣ	[87, 1360, 245, 1399]
ad-attikon-line-1: ΤΟ	[152, 1057, 180, 1077]
allied-honours-article	[899, 495, 1318, 799]
courts-paragraph: Κατά της αισχροκερδείας. — Τό Δικαστήριον της αισχροκερδείας κατεδίκασε χθες εις φυλάκισιν έξ μηνών και χρηματικήν ποινήν 500 δρ. τους εμπόρους Ν. Παπαδόπουλον, Κ. Ζαχαρίου και Δ. Μαυρίδην, πωλήσαντας ζάχαριν εις υπερβολικάς τιμάς.	[899, 1669, 1103, 1789]
ad-attikon-line-3: ΤΟΥ	[150, 1122, 182, 1138]
courts-title: ΔΙΚΑΣΤΗΡΙΑ	[954, 1537, 1048, 1553]
front-kicker: 5Η ΠΡΩΪΝΗ	[598, 1235, 828, 1274]
lead-paragraph: Ή Κυβέρνησις της Πετρουπόλεως διέταξε τάς στρατιάς να μη αντιστώσι εις την προέλασιν των Γερμανών, μέχρις ότου ληφθή απάντησις από του Βερολίνου.	[698, 560, 886, 650]
allied-honours-addressee: ΠΡΟΣ ΤΗΝ Α. Μ. ΤΟΝ Β. ΤΩΝ ΕΛΛΗΝΩΝ ΑΛΕΞΑΝΔΡΟΝ	[1114, 497, 1318, 523]
lead-kicker: ΤΕΛΕΥΤΑΙΑ ΩΡΑ	[349, 110, 837, 172]
merchant-fleet-paragraph: Έγινε δεκτή υπό του Υπουργείου της Ναυτιλίας η πρότασις περί αγοράς ατμοπλοίων διά λογαριασμόν του Κράτους. Ή αγορά γίνεται έκ τού εξωτερικού και τα πλοία θα χρησιμοποιηθούν διά την μεταφοράν σίτου και ανθράκων.	[301, 1257, 529, 1362]
stock-bulletin-body-4: Κατά σήμερον παρηλλαγμέναι σιντομεύει των αιτήσεων. Ή αγορά είχεν τάς αξίας σταθεράς.	[44, 450, 288, 475]
merchant-fleet-paragraph: Πωλείται εντός του Πειραιώς ατμόπλοιον φορτηγόν 1500 τόννων μετά πάσης της εξαρτήσεως. Πληροφορίαι παρά τω Ναυτιλιακώ Γραφείω.	[301, 1485, 529, 1560]
column-left	[44, 112, 332, 1789]
